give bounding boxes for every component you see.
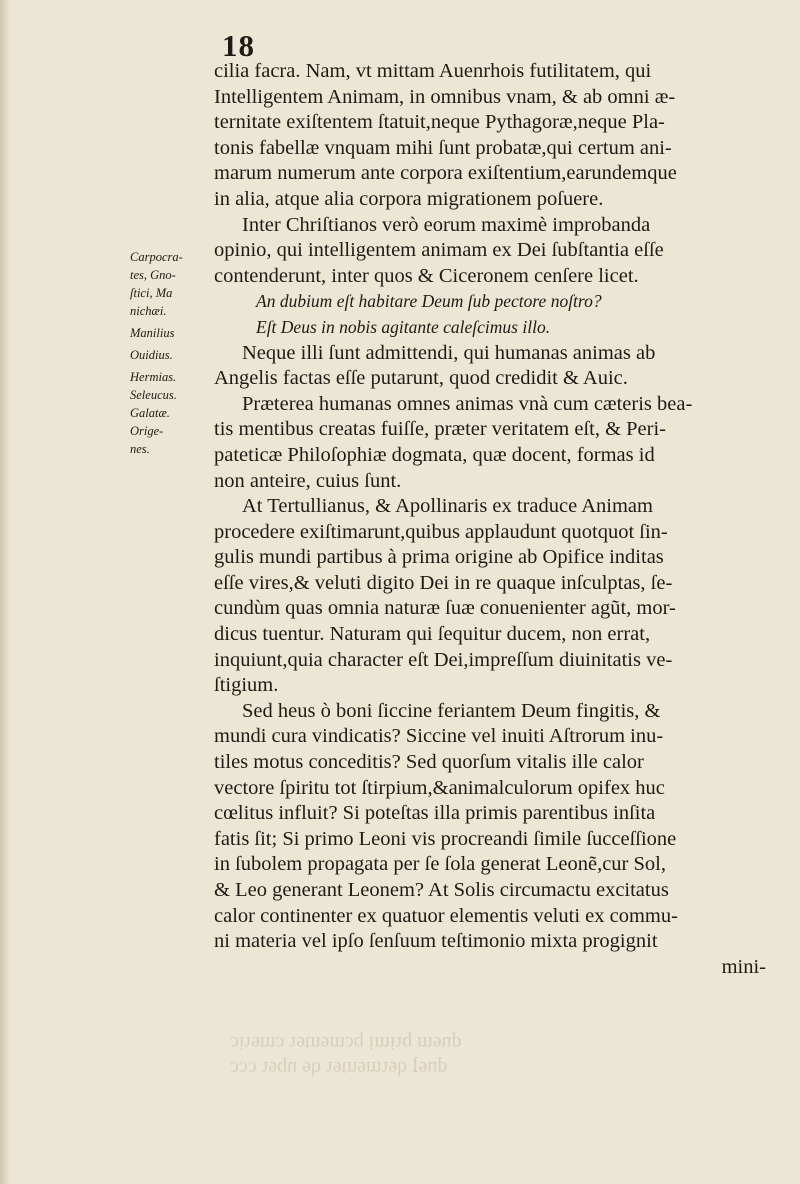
bleed-line: ɔɔɔ ɿɘqu ɘb ɿɘtnɘmɿɘb ꞁɘup — [230, 1057, 448, 1079]
page-number: 18 — [222, 28, 255, 63]
text-line: ſtigium. — [214, 674, 279, 697]
text-line: Neque illi ſunt admittendi, qui humanas animas ab — [242, 341, 656, 364]
margin-note: Orige- — [130, 424, 164, 438]
catchword: mini- — [721, 955, 766, 978]
text-line: ni materia vel ipſo ſenſuum teſtimonio mixta progignit — [214, 930, 658, 953]
text-line: cilia facra. Nam, vt mittam Auenrhois futilitatem, qui — [214, 60, 652, 82]
text-line: marum numerum ante corpora exiſtentium,earundemque — [214, 162, 677, 185]
text-line: tonis fabellæ vnquam mihi ſunt probatæ,qui certum ani- — [214, 136, 672, 159]
text-line: Sed heus ò boni ſiccine feriantem Deum fingitis, & — [242, 699, 661, 722]
verse-quote: Eſt Deus in nobis agitante caleſcimus illo. — [256, 316, 551, 337]
margin-note: nichæi. — [130, 304, 167, 318]
margin-note: ſtici, Ma — [130, 286, 173, 300]
margin-note: nes. — [130, 442, 150, 456]
margin-note: Seleucus. — [130, 388, 177, 402]
margin-note: Hermias. — [130, 370, 177, 384]
text-line: cœlitus influit? Si poteſtas illa primis parentibus inſita — [214, 802, 656, 825]
text-line: in alia, atque alia corpora migrationem poſuere. — [214, 187, 604, 210]
text-line: opinio, qui intelligentem animam ex Dei ſubſtantia eſſe — [214, 239, 664, 262]
text-line: fatis ſit; Si primo Leoni vis procreandi ſimile ſucceſſione — [214, 827, 677, 850]
text-line: in ſubolem propagata per ſe ſola generat Leonẽ,cur Sol, — [214, 853, 666, 876]
text-line: cundùm quas omnia naturæ ſuæ conuenienter agũt, mor- — [214, 597, 676, 620]
bleed-through-text — [230, 1030, 770, 1080]
margin-note: Carpocra- — [130, 250, 183, 264]
margin-note: Galatæ. — [130, 406, 170, 420]
text-line: Inter Chriſtianos verò eorum maximè improbanda — [242, 213, 651, 236]
text-line: & Leo generant Leonem? At Solis circumactu excitatus — [214, 879, 669, 901]
text-line: eſſe vires,& veluti digito Dei in re quaque inſculptas, ſe- — [214, 571, 673, 594]
text-line: pateticæ Philoſophiæ dogmata, quæ docent, formas id — [214, 443, 655, 466]
text-line: Præterea humanas omnes animas vnà cum cæteris bea- — [242, 392, 693, 415]
gutter-shadow — [0, 0, 10, 1184]
text-line: tis mentibus creatas fuiſſe, præter veritatem eſt, & Peri- — [214, 418, 667, 441]
text-line: gulis mundi partibus à prima origine ab Opifice inditas — [214, 546, 664, 569]
margin-note: Ouidius. — [130, 348, 173, 362]
margin-note: Manilius — [130, 326, 175, 340]
text-line: ternitate exiſtentem ſtatuit,neque Pythagoræ,neque Pla- — [214, 111, 665, 134]
verse-quote: An dubium eſt habitare Deum ſub pectore noſtro? — [256, 291, 602, 312]
text-line: calor continenter ex quatuor elementis veluti ex commu- — [214, 904, 678, 927]
text-line: Intelligentem Animam, in omnibus vnam, & ab omni æ- — [214, 85, 676, 108]
text-line: non anteire, cuius ſunt. — [214, 469, 402, 492]
text-line: tiles motus conceditis? Sed quorſum vitalis ille calor — [214, 751, 644, 774]
text-line: At Tertullianus, & Apollinaris ex traduce Animam — [242, 495, 653, 518]
text-line: mundi cura vindicatis? Siccine vel inuiti Aſtrorum inu- — [214, 725, 664, 748]
text-line: contenderunt, inter quos & Ciceronem cenſere licet. — [214, 264, 639, 287]
text-line: dicus tuentur. Naturam qui ſequitur ducem, non errat, — [214, 623, 651, 646]
margin-note: tes, Gno- — [130, 268, 176, 282]
margin-notes — [130, 248, 212, 458]
text-line: Angelis factas eſſe putarunt, quod credidit & Auic. — [214, 367, 628, 390]
text-line: procedere exiſtimarunt,quibus applaudunt quotquot ſin- — [214, 520, 668, 543]
text-line: inquiunt,quia character eſt Dei,impreſſum diuinitatis ve- — [214, 648, 673, 671]
text-line: vectore ſpiritu tot ſtirpium,&animalculorum opifex huc — [214, 776, 665, 799]
bleed-line: ɔiɿɘmɔ ɿɘtnɘmɔq imiɿq mɘup — [230, 1032, 462, 1054]
body-text — [214, 59, 780, 980]
